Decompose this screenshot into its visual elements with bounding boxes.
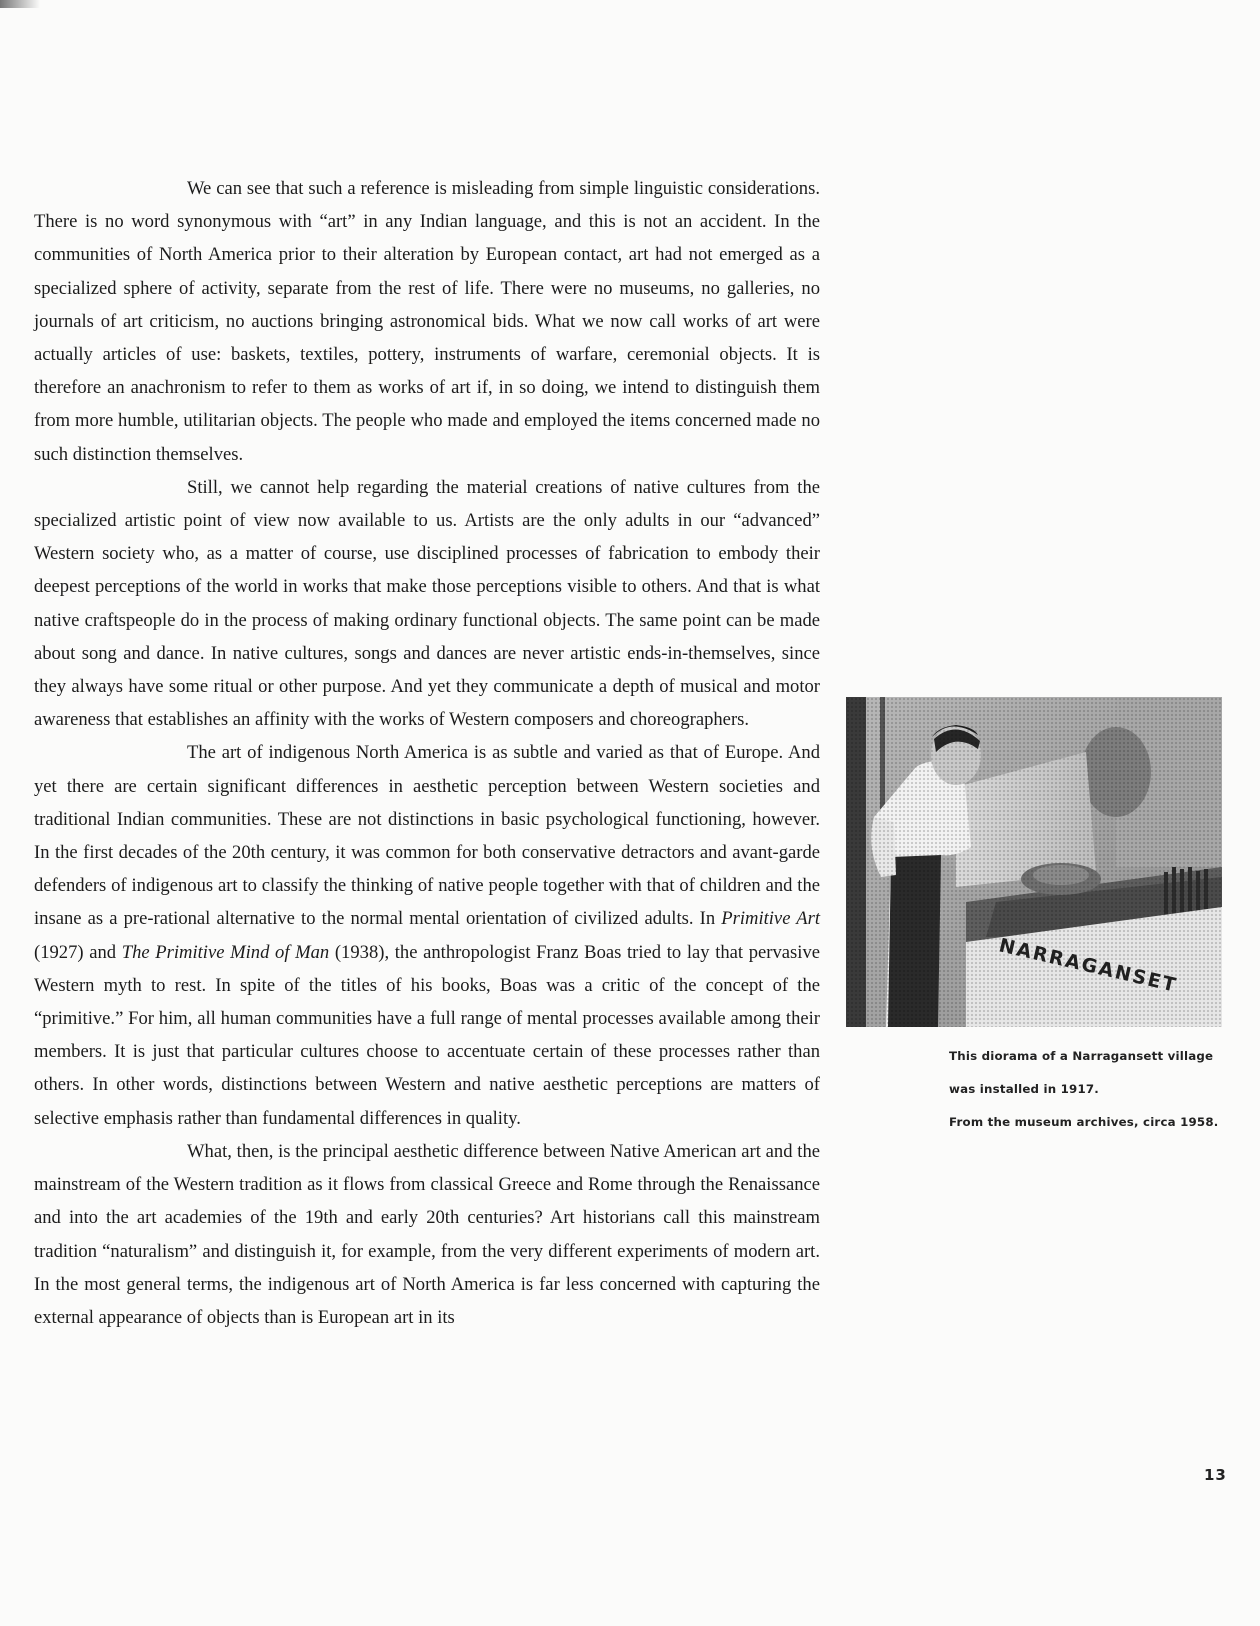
paragraph-4 (34, 1135, 820, 1334)
caption-line-2: was installed in 1917. (949, 1082, 1099, 1096)
caption-line-1: This diorama of a Narragansett village (949, 1049, 1214, 1063)
scan-edge-shadow (0, 0, 40, 8)
paragraph-3-text-c: (1938), the anthropologist Franz Boas tried to lay that pervasive Western myth to rest. In spite of the titles of his books, Boas was a critic of the concept of the “primitive.” For him, all human communities have a full range of mental processes available among their members. It is just that particular cultures choose to accentuate certain of these processes rather than others. In other words, distinctions between Western and native aesthetic perceptions are matters of selective emphasis rather than fundamental differences in quality. (34, 941, 820, 1129)
book-title-primitive-art: Primitive Art (721, 908, 820, 930)
paragraph-1-text: We can see that such a reference is misleading from simple linguistic considerations. There is no word synonymous with “art” in any Indian language, and this is not an accident. In the communities of North America prior to their alteration by European contact, art had not emerged as a specialized sphere of activity, separate from the rest of life. There were no museums, no galleries, no journals of art criticism, no auctions bringing astronomical bids. What we now call works of art were actually articles of use: baskets, textiles, pottery, instruments of warfare, ceremonial objects. It is therefore an anachronism to refer to them as works of art if, in so doing, we intend to distinguish them from more humble, utilitarian objects. The people who made and employed the items concerned made no such distinction themselves. (34, 178, 820, 465)
diorama-photo (846, 697, 1222, 1027)
caption-line-3: From the museum archives, circa 1958. (949, 1115, 1219, 1129)
paragraph-2-text: Still, we cannot help regarding the material creations of native cultures from the specialized artistic point of view now available to us. Artists are the only adults in our “advanced” Western society who, as a matter of course, use disciplined processes of fabrication to embody their deepest perceptions of the world in works that make those perceptions visible to others. And that is what native craftspeople do in the process of making ordinary functional objects. The same point can be made about song and dance. In native cultures, songs and dances are never artistic ends-in-themselves, since they always have some ritual or other purpose. And yet they communicate a depth of musical and motor awareness that establishes an affinity with the works of Western composers and choreographers. (34, 476, 820, 731)
paragraph-3-text-b: (1927) and (34, 941, 122, 963)
page-number: 13 (1204, 1466, 1227, 1484)
diorama-photo-image (846, 697, 1222, 1027)
book-title-primitive-mind: The Primitive Mind of Man (121, 941, 330, 963)
paragraph-3 (34, 736, 820, 1134)
body-text (34, 172, 820, 1334)
paragraph-2 (34, 471, 820, 737)
photo-caption (949, 1040, 1249, 1139)
paragraph-1 (34, 172, 820, 471)
paragraph-4-text: What, then, is the principal aesthetic difference between Native American art and the mainstream of the Western tradition as it flows from classical Greece and Rome through the Renaissance and into the art academies of the 19th and early 20th centuries? Art historians call this mainstream tradition “naturalism” and distinguish it, for example, from the very different experiments of modern art. In the most general terms, the indigenous art of North America is far less concerned with capturing the external appearance of objects than is European art in its (34, 1140, 820, 1328)
paragraph-3-text-a: The art of indigenous North America is as subtle and varied as that of Europe. And yet there are certain significant differences in aesthetic perception between Western societies and traditional Indian communities. These are not distinctions in basic psychological functioning, however. In the first decades of the 20th century, it was common for both conservative detractors and avant-garde defenders of indigenous art to classify the thinking of native people together with that of children and the insane as a pre-rational alternative to the normal mental orientation of civilized adults. In (34, 742, 820, 930)
